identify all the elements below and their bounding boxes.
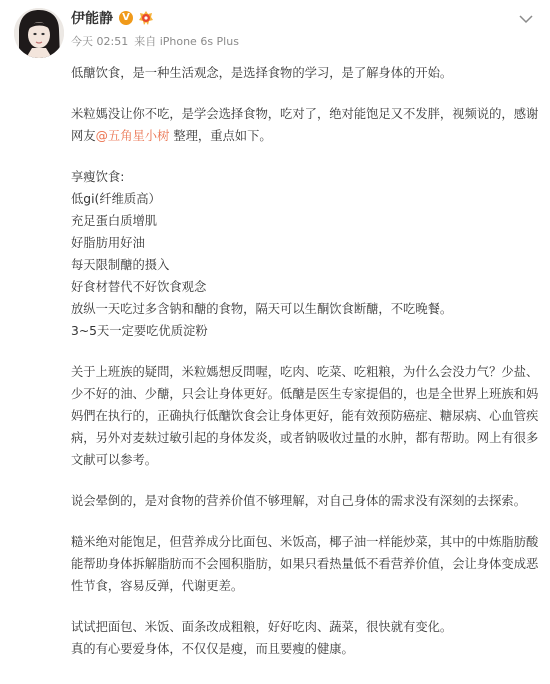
- paragraph-office-workers: 关于上班族的疑問，米粒媽想反問喔，吃肉、吃菜、吃粗粮，为什么会没力气？少盐、少不好的油、少醣，只会让身体更好。低醣是医生专家提倡的，也是全世界上班族和妈妈們在执行的，正确执行低醣饮食会让身体更好，能有效预防癌症、糖尿病、心血管疾病，另外对麦麸过敏引起的身体发炎，或者钠吸收过量的水肿，都有帮助。网上有很多文献可以参考。: [71, 365, 539, 467]
- post-meta: [71, 33, 239, 49]
- list-title: 享瘦饮食:: [71, 170, 125, 184]
- user-mention-link[interactable]: @五角星小树: [95, 129, 170, 143]
- author-name[interactable]: 伊能静: [71, 11, 113, 27]
- list-item: 好脂肪用好油: [71, 236, 145, 250]
- paragraph-try: 试试把面包、米饭、面条改成粗粮，好好吃肉、蔬菜，很快就有变化。: [71, 620, 453, 634]
- vip-badge-icon[interactable]: [138, 10, 154, 26]
- list-item: 好食材替代不好饮食观念: [71, 280, 207, 294]
- avatar[interactable]: [14, 8, 64, 58]
- paragraph-fainting: 说会晕倒的，是对食物的营养价值不够理解，对自己身体的需求没有深刻的去探索。: [71, 494, 526, 508]
- verified-badge[interactable]: V: [119, 11, 133, 25]
- list-item: 3~5天一定要吃优质淀粉: [71, 324, 208, 338]
- chevron-down-icon[interactable]: [519, 14, 533, 24]
- paragraph-intro: 低醣饮食，是一种生活观念，是选择食物的学习，是了解身体的开始。: [71, 66, 453, 80]
- avatar-photo: [14, 8, 64, 58]
- list-item: 低gi(纤维质高）: [71, 192, 161, 206]
- paragraph-thanks: [71, 103, 541, 147]
- post-content: [71, 62, 541, 660]
- paragraph-thanks-text: 米粒媽没让你不吃，是学会选择食物，吃对了，绝对能饱足又不发胖，视频说的，感谢网友: [71, 107, 539, 143]
- author-row: [71, 8, 154, 28]
- post-source: 来自 iPhone 6s Plus: [134, 35, 239, 48]
- list-item: 放纵一天吃过多含钠和醣的食物，隔天可以生酮饮食断醣，不吃晚餐。: [71, 302, 453, 316]
- post-timestamp[interactable]: 今天 02:51: [71, 35, 129, 48]
- paragraph-thanks-tail: 整理，重点如下。: [169, 129, 272, 143]
- list-item: 充足蛋白质增肌: [71, 214, 158, 228]
- paragraph-brown-rice: 糙米绝对能饱足，但营养成分比面包、米饭高，椰子油一样能炒菜，其中的中炼脂肪酸能帮助身体拆解脂肪而不会囤积脂肪，如果只看热量低不看营养价值，会让身体变成恶性节食，容易反弹，代谢更差。: [71, 535, 539, 593]
- post-header: [0, 0, 550, 60]
- list-item: 每天限制醣的摄入: [71, 258, 170, 272]
- paragraph-closing: 真的有心要爱身体，不仅仅是瘦，而且要瘦的健康。: [71, 642, 354, 656]
